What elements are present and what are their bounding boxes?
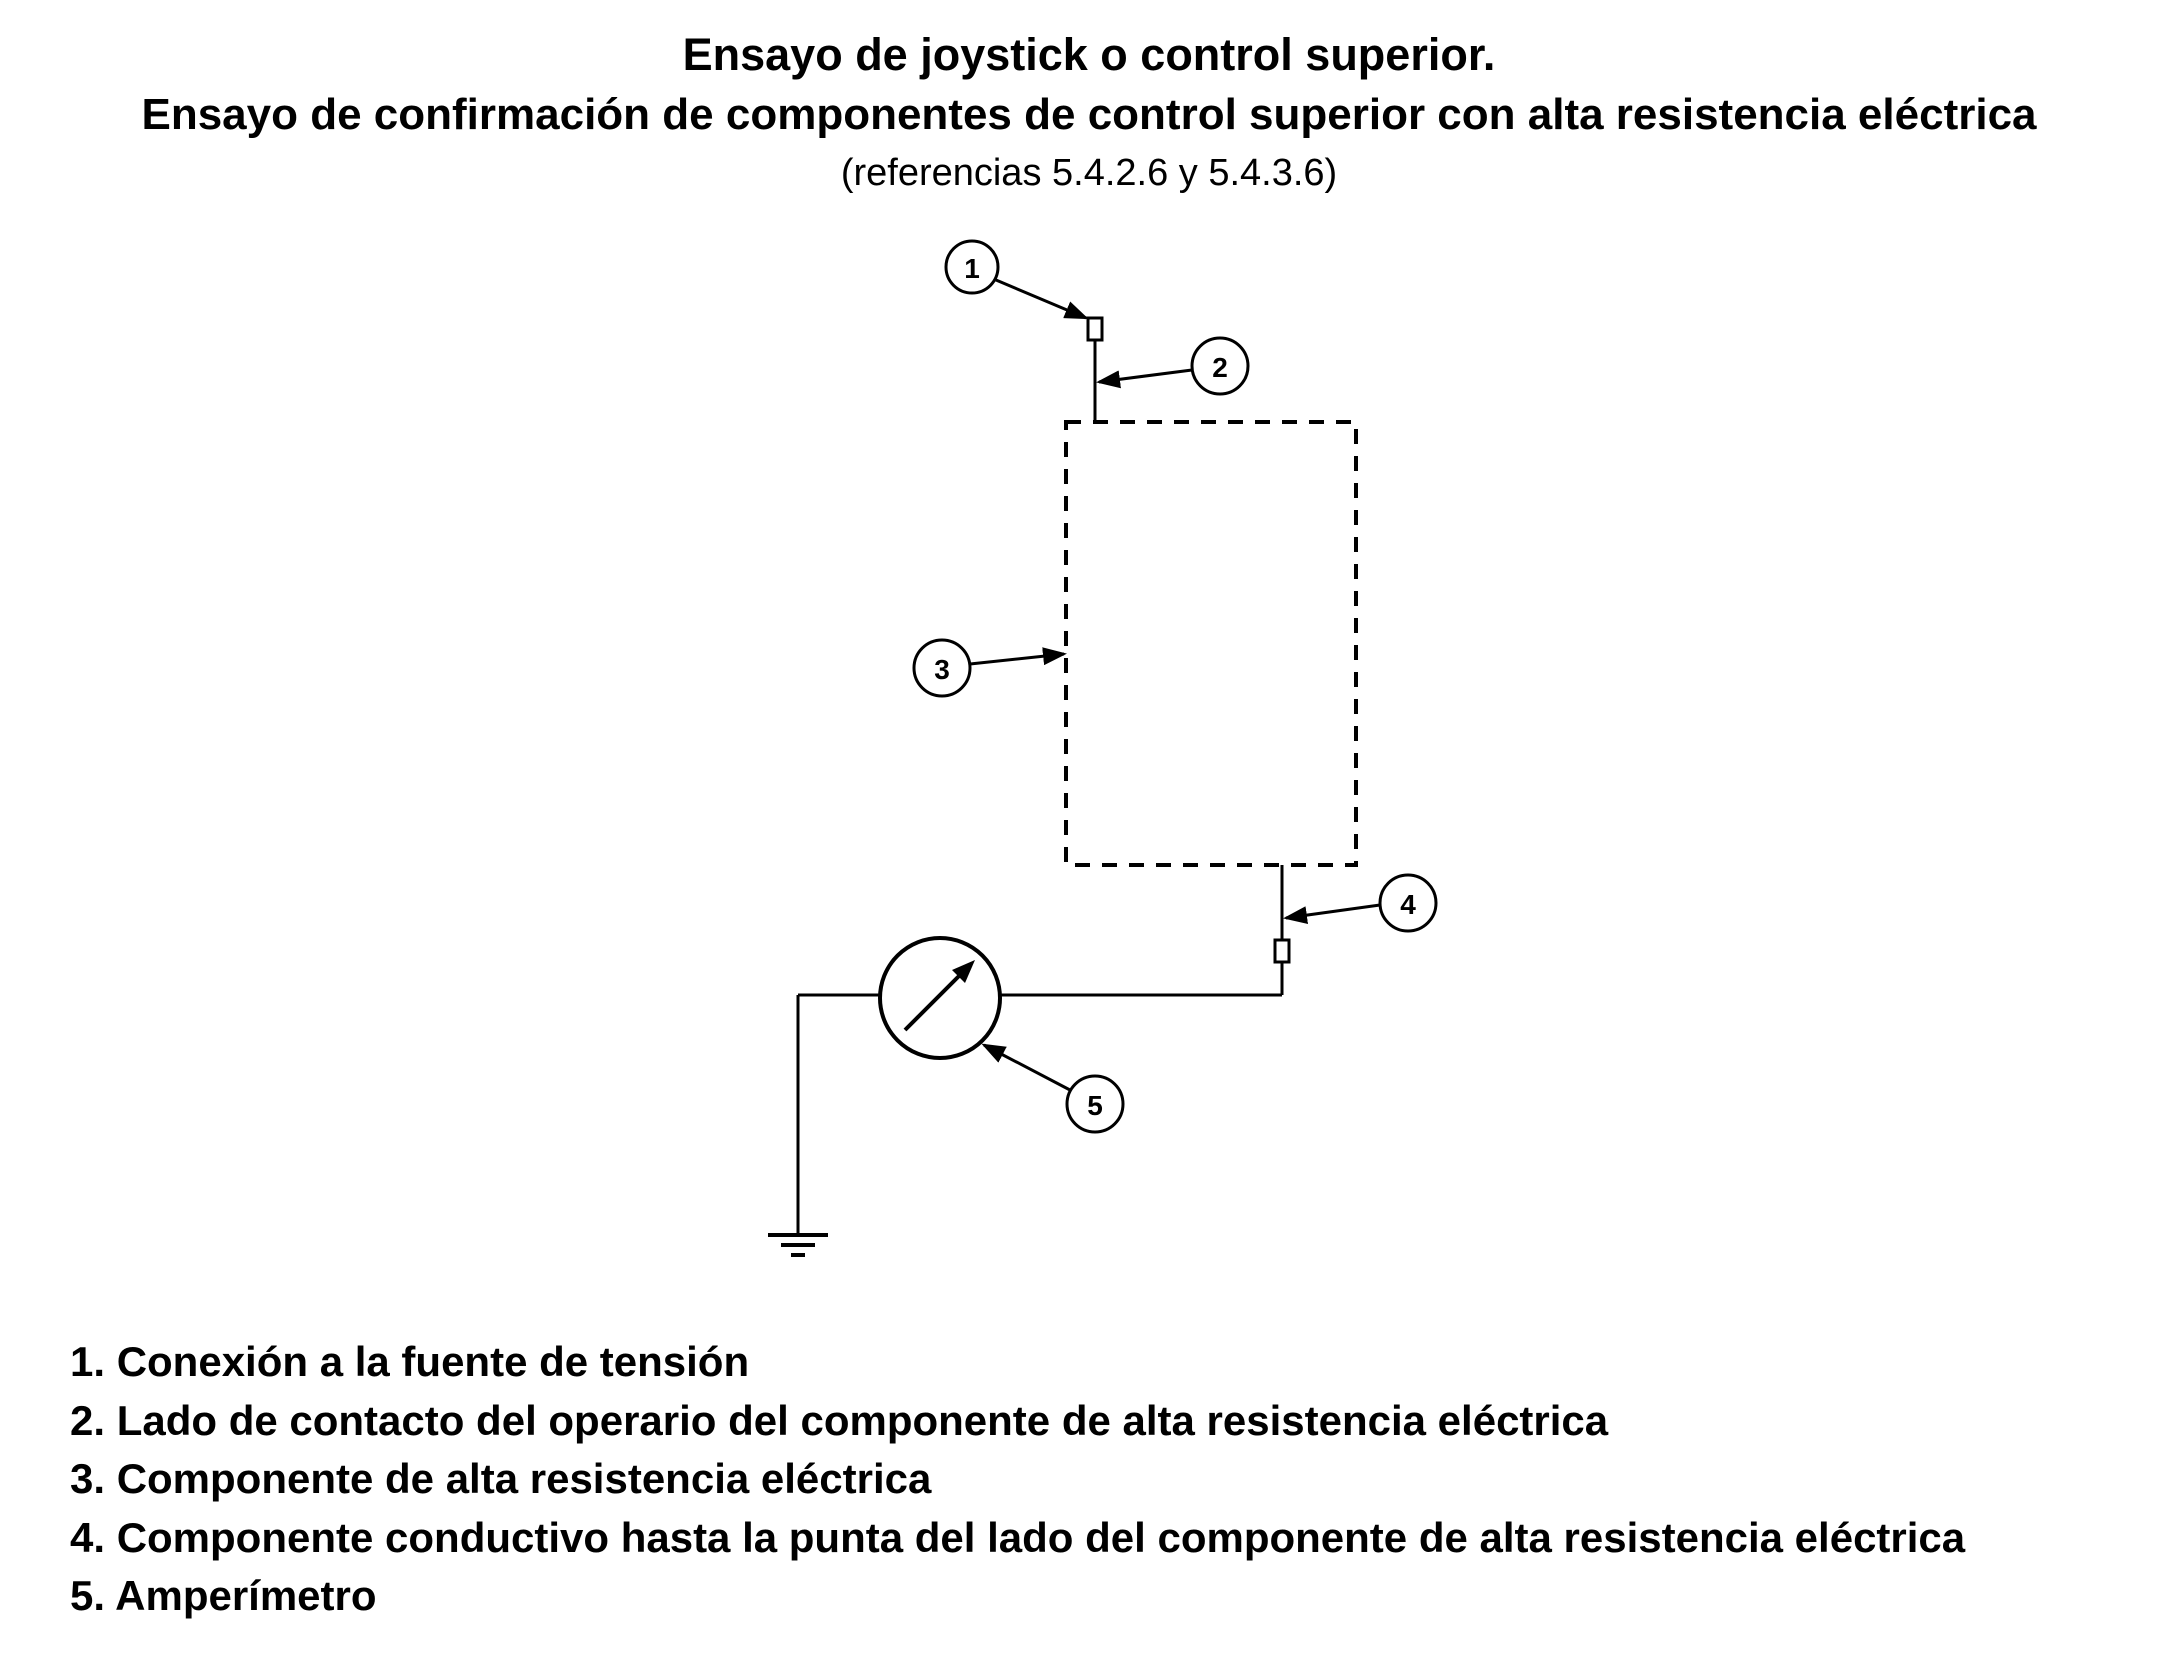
callout-4-label: 4 [1400,889,1416,920]
title-line-1: Ensayo de joystick o control superior. [682,29,1496,80]
ammeter [880,938,1000,1058]
high-resistance-component [1066,422,1356,865]
callout-2-label: 2 [1212,352,1228,383]
legend-item-5: 5. Amperímetro [70,1572,377,1619]
legend-item-1: 1. Conexión a la fuente de tensión [70,1338,750,1385]
title-line-2: Ensayo de confirmación de componentes de control superior con alta resistencia eléctrica [141,90,2037,139]
callout-2 [1099,338,1248,394]
callout-5 [984,1045,1123,1132]
callout-1 [946,241,1086,318]
ground-icon [768,1235,828,1255]
callout-4 [1286,875,1436,931]
callout-1-label: 1 [964,253,980,284]
subtitle: (referencias 5.4.2.6 y 5.4.3.6) [840,152,1338,194]
legend-item-4: 4. Componente conductivo hasta la punta del lado del componente de alta resistencia eléctrica [70,1513,1966,1561]
callout-3 [914,640,1064,696]
legend-item-3: 3. Componente de alta resistencia eléctrica [70,1455,932,1502]
bottom-terminal [1275,940,1289,962]
legend-item-2: 2. Lado de contacto del operario del componente de alta resistencia eléctrica [70,1396,1609,1444]
callout-3-label: 3 [934,654,950,685]
legend [70,1333,2150,1626]
callout-5-label: 5 [1087,1090,1103,1121]
top-terminal [1088,318,1102,340]
